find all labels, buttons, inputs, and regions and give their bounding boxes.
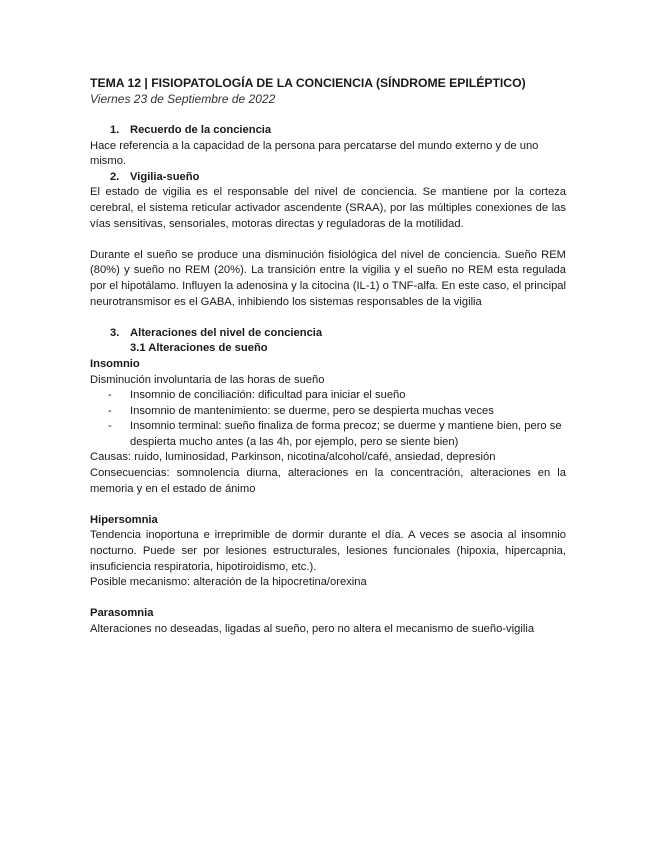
list-item-text: Insomnio terminal: sueño finaliza de forma precoz; se duerme y mantiene bien, pero se despierta mucho antes (a las 4h, por ejemplo, pero se siente bien) [130, 420, 562, 448]
list-item-text: Insomnio de conciliación: dificultad para iniciar el sueño [130, 389, 406, 402]
list-item [90, 419, 566, 450]
section-3-heading [90, 326, 566, 342]
section-2-heading [90, 170, 566, 186]
list-item-text: Insomnio de mantenimiento: se duerme, pero se despierta muchas veces [130, 404, 494, 417]
section-1-title: Recuerdo de la conciencia [130, 124, 272, 136]
hipersomnia-mechanism: Posible mecanismo: alteración de la hipocretina/orexina [90, 576, 367, 589]
parasomnia-text: Alteraciones no deseadas, ligadas al sueño, pero no altera el mecanismo de sueño-vigilia [90, 623, 535, 635]
section-1-heading [90, 123, 566, 139]
hipersomnia-title: Hipersomnia [90, 513, 158, 526]
section-2-title: Vigilia-sueño [130, 170, 200, 183]
list-item [90, 388, 566, 404]
list-marker: - [108, 420, 112, 433]
section-3-number: 3. [110, 326, 120, 339]
section-3-title: Alteraciones del nivel de conciencia [130, 326, 323, 339]
document-content [90, 76, 566, 638]
document-date: Viernes 23 de Septiembre de 2022 [90, 92, 276, 106]
section-2-paragraph-1: El estado de vigilia es el responsable del nivel de conciencia. Se mantiene por la corteza cerebral, el sistema reticular activador ascendente (SRAA), por las múltiples conexiones de las vías sensitivas, sensoriales, motoras directas y reguladoras de la motilidad. [90, 186, 566, 230]
section-1-number: 1. [110, 124, 120, 136]
parasomnia-title: Parasomnia [90, 607, 154, 620]
section-1-text: Hace referencia a la capacidad de la persona para percatarse del mundo externo y de uno mismo. [90, 139, 539, 168]
list-item [90, 404, 566, 420]
hipersomnia-text: Tendencia inoportuna e irreprimible de dormir durante el día. A veces se asocia al insomnio nocturno. Puede ser por lesiones estructurales, lesiones funcionales (hipoxia, hipercapnia, insuficiencia respiratoria, hipotiroidismo, etc.). [90, 529, 566, 573]
section-2-number: 2. [110, 170, 120, 183]
list-marker: - [108, 389, 112, 402]
section-2-paragraph-2: Durante el sueño se produce una disminución fisiológica del nivel de conciencia. Sueño REM (80%) y sueño no REM (20%). La transición entre la vigilia y el sueño no REM esta regulada por el hipotálamo. Influyen la adenosina y la citocina (IL-1) o TNF-alfa. En este caso, el principal neurotransmisor es el GABA, inhibiendo los sistemas responsables de la vigilia [90, 248, 566, 308]
insomnio-causes: Causas: ruido, luminosidad, Parkinson, nicotina/alcohol/café, ansiedad, depresión [90, 451, 496, 464]
list-marker: - [108, 404, 112, 417]
insomnio-title: Insomnio [90, 357, 140, 370]
document-title: TEMA 12 | FISIOPATOLOGÍA DE LA CONCIENCIA (SÍNDROME EPILÉPTICO) [90, 76, 526, 90]
subsection-3-1-title: 3.1 Alteraciones de sueño [130, 342, 268, 355]
insomnio-definition: Disminución involuntaria de las horas de sueño [90, 373, 325, 386]
insomnio-consequences: Consecuencias: somnolencia diurna, alteraciones en la concentración, alteraciones en la memoria y en el estado de ánimo [90, 467, 566, 495]
insomnio-list [90, 388, 566, 450]
